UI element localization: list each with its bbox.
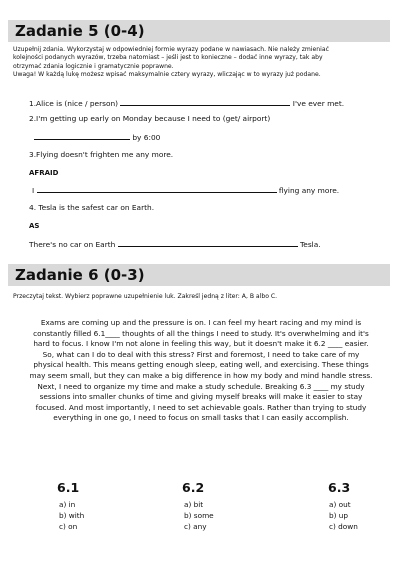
instruction-line: Uwaga! W każdą lukę możesz wpisać maksymalnie cztery wyrazy, wliczając w to wyrazy już podane. (13, 71, 321, 79)
section5-title: Zadanie 5 (0-4) (8, 20, 390, 42)
question-1-tail: I've ever met. (290, 99, 345, 108)
keyword-as: AS (29, 222, 40, 230)
reading-text (28, 318, 374, 424)
question-1 (29, 98, 344, 109)
option-6-2-a[interactable]: a) bit (184, 500, 204, 509)
answer-blank-3[interactable] (37, 185, 277, 193)
question-1-text: 1.Alice is (nice / person) (29, 99, 121, 108)
section5-instructions (13, 46, 385, 80)
option-6-2-b[interactable]: b) some (184, 511, 214, 520)
option-6-3-a[interactable]: a) out (329, 500, 351, 509)
paragraph: Next, I need to organize my time and make a study schedule. Breaking 6.3 ____ my study sessions into smaller chunks of time and giving myself breaks will make it easier to stay focused. And most importantly, I need to set achievable goals. Rather than trying to study everything in one go, I need to focus on small tasks that I can easily accomplish. (35, 381, 367, 423)
instruction-line: otrzymać zdania logicznie i gramatycznie poprawne. (13, 62, 174, 70)
option-6-2-c[interactable]: c) any (184, 522, 207, 531)
instruction-line: kolejności podanych wyrazów, trzeba natomiast – jeśli jest to konieczne – dodać inne wyrazy, tak aby (13, 54, 323, 62)
section6-title: Zadanie 6 (0-3) (8, 264, 390, 286)
question-2: 2.I'm getting up early on Monday because I need to (get/ airport) (29, 114, 271, 123)
paragraph: Exams are coming up and the pressure is on. I can feel my heart racing and my mind is constantly filled 6.1____ thoughts of all the things I need to study. It's overwhelming and it's hard to focus. I know I'm not alone in feeling this way, but it doesn't make it 6.2 ____ easier. (33, 318, 369, 349)
question-4-lead: There's no car on Earth (29, 240, 118, 249)
option-6-3-b[interactable]: b) up (329, 511, 349, 520)
keyword-afraid: AFRAID (29, 169, 59, 177)
question-3-tail: flying any more. (276, 186, 340, 195)
question-3: 3.Flying doesn't frighten me any more. (29, 150, 174, 159)
option-group-6-2-number: 6.2 (182, 480, 205, 495)
section6-instruction: Przeczytaj tekst. Wybierz poprawne uzupełnienie luk. Zakreśl jedną z liter: A, B albo C. (13, 293, 278, 300)
question-4: 4. Tesla is the safest car on Earth. (29, 203, 155, 212)
answer-blank-2[interactable] (34, 132, 130, 140)
option-6-1-a[interactable]: a) in (59, 500, 76, 509)
question-3-answer-line (32, 185, 339, 196)
option-6-1-c[interactable]: c) on (59, 522, 78, 531)
question-3-lead: I (32, 186, 37, 195)
option-group-6-1-number: 6.1 (57, 480, 80, 495)
answer-blank-4[interactable] (118, 239, 298, 247)
option-6-1-b[interactable]: b) with (59, 511, 85, 520)
answer-blank-1[interactable] (120, 98, 290, 106)
option-group-6-3-number: 6.3 (328, 480, 351, 495)
question-2-tail: by 6:00 (130, 133, 161, 142)
instruction-line: Uzupełnij zdania. Wykorzystaj w odpowiedniej formie wyrazy podane w nawiasach. Nie należy zmieniać (13, 46, 329, 53)
option-6-3-c[interactable]: c) down (329, 522, 358, 531)
question-4-answer-line (29, 239, 321, 250)
question-2-answer-line (34, 132, 160, 143)
paragraph: So, what can I do to deal with this stress? First and foremost, I need to take care of my physical health. This means getting enough sleep, eating well, and exercising. These things may seem small, but they can make a big difference in how my body and mind handle stress. (29, 349, 373, 380)
question-4-tail: Tesla. (297, 240, 321, 249)
